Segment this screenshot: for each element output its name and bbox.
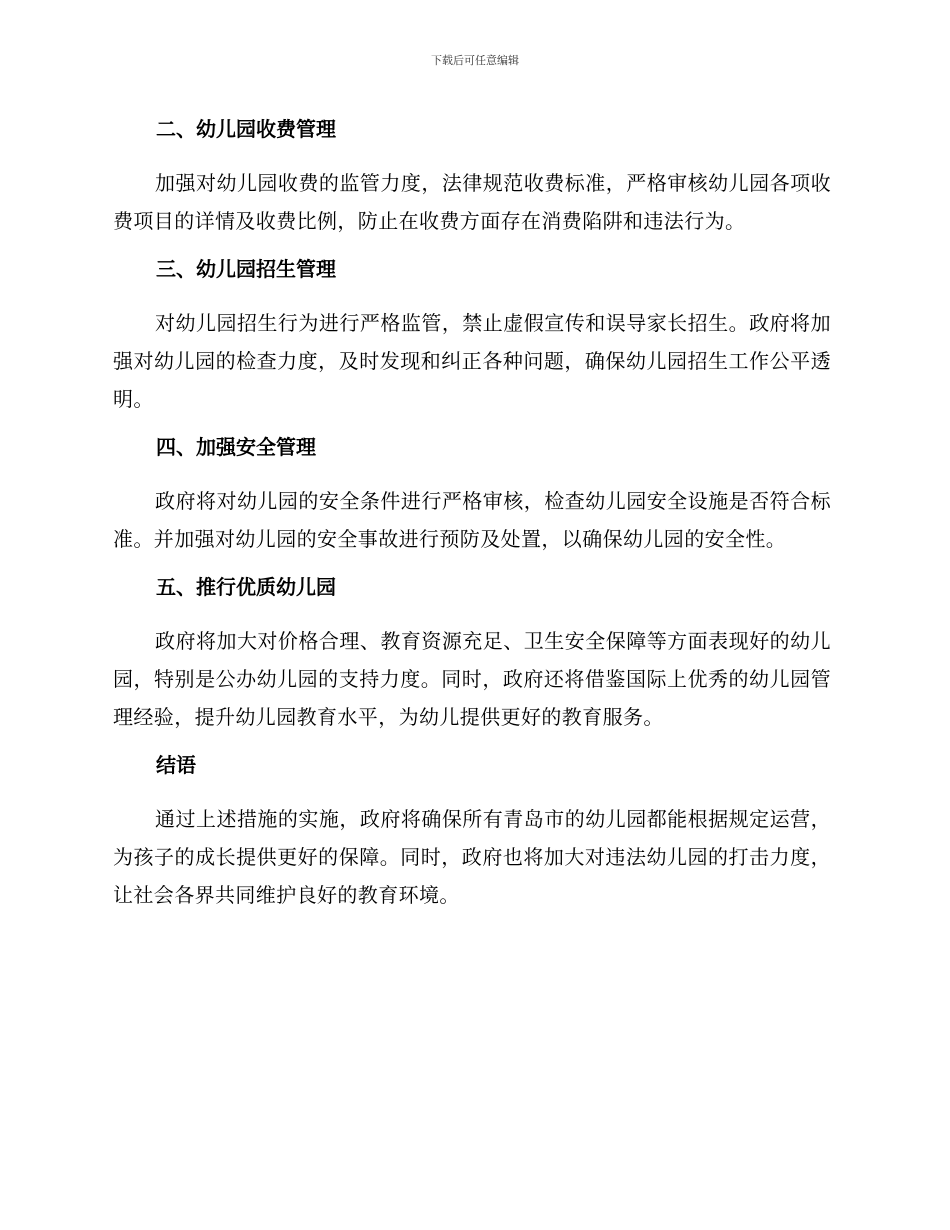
section-paragraph-safety-management: 政府将对幼儿园的安全条件进行严格审核，检查幼儿园安全设施是否符合标准。并加强对幼儿园的安全事故进行预防及处置，以确保幼儿园的安全性。 [113,489,831,551]
document-body [113,109,831,914]
section-paragraph-conclusion: 通过上述措施的实施，政府将确保所有青岛市的幼儿园都能根据规定运营，为孩子的成长提供更好的保障。同时，政府也将加大对违法幼儿园的打击力度，让社会各界共同维护良好的教育环境。 [113,807,831,907]
section-heading-enrollment-management: 三、幼儿园招生管理 [156,257,336,281]
section-heading-quality-kindergartens: 五、推行优质幼儿园 [156,575,336,599]
section-paragraph-quality-kindergartens: 政府将加大对价格合理、教育资源充足、卫生安全保障等方面表现好的幼儿园，特别是公办幼儿园的支持力度。同时，政府还将借鉴国际上优秀的幼儿园管理经验，提升幼儿园教育水平，为幼儿提供更好的教育服务。 [113,629,831,729]
section-paragraph-enrollment-management: 对幼儿园招生行为进行严格监管，禁止虚假宣传和误导家长招生。政府将加强对幼儿园的检查力度，及时发现和纠正各种问题，确保幼儿园招生工作公平透明。 [113,311,831,411]
section-paragraph-fee-management: 加强对幼儿园收费的监管力度，法律规范收费标准，严格审核幼儿园各项收费项目的详情及收费比例，防止在收费方面存在消费陷阱和违法行为。 [113,171,831,233]
section-heading-conclusion: 结语 [156,753,196,777]
section-heading-safety-management: 四、加强安全管理 [156,435,316,459]
page-header: 下载后可任意编辑 [431,54,519,67]
section-heading-fee-management: 二、幼儿园收费管理 [156,117,336,141]
